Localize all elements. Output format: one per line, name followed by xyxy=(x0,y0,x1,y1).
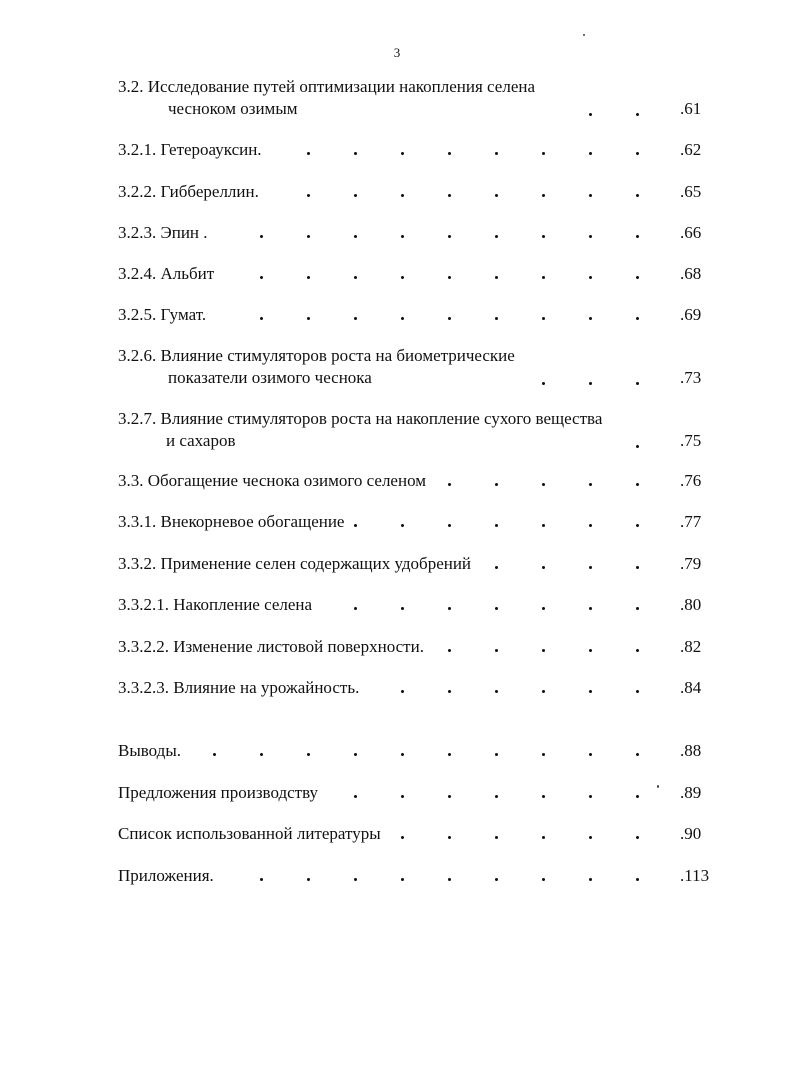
leader-dot xyxy=(448,524,451,527)
leader-dot xyxy=(636,317,639,320)
toc-page-number: .62 xyxy=(680,140,702,159)
leader-dot xyxy=(542,152,545,155)
leader-dot xyxy=(542,194,545,197)
leader-dot xyxy=(448,795,451,798)
leader-dot xyxy=(307,194,310,197)
leader-dot xyxy=(495,649,498,652)
leader-dot xyxy=(589,878,592,881)
leader-dot xyxy=(636,483,639,486)
leader-dot xyxy=(589,382,592,385)
leader-dot xyxy=(636,276,639,279)
leader-dot xyxy=(495,317,498,320)
toc-entry-title-cont: и сахаров xyxy=(166,431,236,450)
leader-dot xyxy=(354,152,357,155)
leader-dot xyxy=(589,483,592,486)
toc-page-number: .88 xyxy=(680,741,702,760)
leader-dot xyxy=(542,795,545,798)
toc-page-number: .90 xyxy=(680,824,702,843)
toc-entry-title: 3.3.2.2. Изменение листовой поверхности. xyxy=(118,637,424,656)
leader-dot xyxy=(589,566,592,569)
toc-entry-title-cont: показатели озимого чеснока xyxy=(168,368,372,387)
leader-dot xyxy=(260,878,263,881)
leader-dot xyxy=(354,795,357,798)
leader-dot xyxy=(636,607,639,610)
leader-dot xyxy=(448,276,451,279)
toc-entry-title: Выводы. xyxy=(118,741,182,760)
leader-dot xyxy=(448,235,451,238)
toc-entry-title: Список использованной литературы xyxy=(118,824,381,843)
toc-entry-title: 3.3.2.3. Влияние на урожайность. xyxy=(118,678,360,697)
leader-dot xyxy=(495,483,498,486)
toc-page-number: .89 xyxy=(680,783,702,802)
leader-dot xyxy=(589,276,592,279)
leader-dot xyxy=(307,317,310,320)
leader-dot xyxy=(542,524,545,527)
leader-dot xyxy=(401,152,404,155)
leader-dot xyxy=(589,113,592,116)
leader-dot xyxy=(495,276,498,279)
leader-dot xyxy=(636,795,639,798)
leader-dot xyxy=(448,649,451,652)
leader-dot xyxy=(636,878,639,881)
leader-dot xyxy=(495,524,498,527)
leader-dot xyxy=(495,235,498,238)
leader-dot xyxy=(401,836,404,839)
leader-dot xyxy=(589,235,592,238)
leader-dot xyxy=(495,753,498,756)
leader-dot xyxy=(401,795,404,798)
leader-dot xyxy=(636,382,639,385)
leader-dot xyxy=(401,235,404,238)
scan-speck xyxy=(657,785,659,788)
leader-dot xyxy=(589,317,592,320)
leader-dot xyxy=(636,649,639,652)
toc-entry xyxy=(118,408,602,452)
leader-dot xyxy=(542,235,545,238)
leader-dot xyxy=(401,753,404,756)
toc-entry-title: 3.3.2.1. Накопление селена xyxy=(118,595,313,614)
leader-dot xyxy=(354,753,357,756)
leader-dot xyxy=(401,276,404,279)
leader-dot xyxy=(636,445,639,448)
leader-dot xyxy=(636,566,639,569)
leader-dot xyxy=(354,276,357,279)
leader-dot xyxy=(307,276,310,279)
leader-dot xyxy=(307,753,310,756)
toc-entry-title: 3.2.5. Гумат. xyxy=(118,305,207,324)
leader-dot xyxy=(542,878,545,881)
toc-entry-title: 3.2.6. Влияние стимуляторов роста на биометрические xyxy=(118,346,515,365)
leader-dot xyxy=(636,753,639,756)
toc-entry-title-cont: чесноком озимым xyxy=(168,99,298,118)
leader-dot xyxy=(636,836,639,839)
leader-dot xyxy=(589,607,592,610)
leader-dot xyxy=(589,524,592,527)
toc-entry xyxy=(118,76,535,120)
leader-dot xyxy=(448,878,451,881)
toc-entry-title: 3.2. Исследование путей оптимизации накопления селена xyxy=(118,77,536,96)
toc-entry-title: Приложения. xyxy=(118,866,214,885)
leader-dot xyxy=(589,690,592,693)
leader-dot xyxy=(401,878,404,881)
toc-page-number: .84 xyxy=(680,678,702,697)
leader-dot xyxy=(589,194,592,197)
leader-dot xyxy=(542,317,545,320)
toc-entry xyxy=(118,636,424,658)
leader-dot xyxy=(542,276,545,279)
toc-entry xyxy=(118,222,208,244)
toc-entry-title: 3.2.2. Гиббереллин. xyxy=(118,182,259,201)
toc-entry xyxy=(118,677,359,699)
leader-dot xyxy=(448,152,451,155)
leader-dot xyxy=(354,524,357,527)
toc-page-number: .82 xyxy=(680,637,702,656)
leader-dot xyxy=(589,649,592,652)
toc-entry-title: Предложения производству xyxy=(118,783,319,802)
leader-dot xyxy=(401,194,404,197)
scan-speck xyxy=(583,34,585,36)
leader-dot xyxy=(636,113,639,116)
toc-entry xyxy=(118,553,471,575)
leader-dot xyxy=(636,194,639,197)
toc-entry xyxy=(118,511,344,533)
leader-dot xyxy=(401,690,404,693)
toc-entry-title: 3.3.1. Внекорневое обогащение xyxy=(118,512,345,531)
leader-dot xyxy=(260,276,263,279)
leader-dot xyxy=(448,607,451,610)
toc-page-number: .80 xyxy=(680,595,702,614)
toc-page-number: .76 xyxy=(680,471,702,490)
toc-entry xyxy=(118,139,262,161)
leader-dot xyxy=(260,753,263,756)
leader-dot xyxy=(495,690,498,693)
leader-dot xyxy=(636,524,639,527)
toc-entry-title: 3.3.2. Применение селен содержащих удобрений xyxy=(118,554,472,573)
leader-dot xyxy=(401,524,404,527)
toc-entry xyxy=(118,782,318,804)
page-number: 3 xyxy=(393,45,401,60)
leader-dot xyxy=(542,836,545,839)
leader-dot xyxy=(495,566,498,569)
toc-entry xyxy=(118,594,312,616)
leader-dot xyxy=(636,690,639,693)
leader-dot xyxy=(354,317,357,320)
leader-dot xyxy=(354,607,357,610)
leader-dot xyxy=(495,152,498,155)
leader-dot xyxy=(542,649,545,652)
toc-page-number: .77 xyxy=(680,512,702,531)
leader-dot xyxy=(401,607,404,610)
leader-dot xyxy=(542,607,545,610)
leader-dot xyxy=(542,566,545,569)
leader-dot xyxy=(448,836,451,839)
leader-dot xyxy=(495,194,498,197)
leader-dot xyxy=(542,690,545,693)
toc-entry-title: 3.2.3. Эпин . xyxy=(118,223,208,242)
leader-dot xyxy=(448,690,451,693)
toc-entry xyxy=(118,304,206,326)
toc-page-number: .75 xyxy=(680,431,702,450)
leader-dot xyxy=(589,753,592,756)
toc-page-number: .113 xyxy=(680,866,710,885)
leader-dot xyxy=(495,836,498,839)
toc-entry xyxy=(118,263,214,285)
leader-dot xyxy=(260,317,263,320)
leader-dot xyxy=(213,753,216,756)
toc-page-number: .73 xyxy=(680,368,702,387)
leader-dot xyxy=(636,152,639,155)
leader-dot xyxy=(401,317,404,320)
leader-dot xyxy=(307,152,310,155)
leader-dot xyxy=(589,152,592,155)
leader-dot xyxy=(589,795,592,798)
toc-page-number: .61 xyxy=(680,99,702,118)
toc-page-number: .65 xyxy=(680,182,702,201)
leader-dot xyxy=(448,317,451,320)
toc-entry xyxy=(118,865,214,887)
leader-dot xyxy=(495,607,498,610)
leader-dot xyxy=(636,235,639,238)
toc-entry xyxy=(118,823,381,845)
toc-entry xyxy=(118,470,426,492)
toc-entry xyxy=(118,181,259,203)
leader-dot xyxy=(260,235,263,238)
leader-dot xyxy=(448,753,451,756)
toc-entry xyxy=(118,740,181,762)
leader-dot xyxy=(495,795,498,798)
toc-page-number: .69 xyxy=(680,305,702,324)
toc-entry-title: 3.3. Обогащение чеснока озимого селеном xyxy=(118,471,427,490)
toc-page-number: .68 xyxy=(680,264,702,283)
leader-dot xyxy=(307,235,310,238)
leader-dot xyxy=(495,878,498,881)
toc-entry xyxy=(118,345,515,389)
leader-dot xyxy=(354,194,357,197)
leader-dot xyxy=(542,483,545,486)
toc-page-number: .66 xyxy=(680,223,702,242)
toc-entry-title: 3.2.4. Альбит xyxy=(118,264,215,283)
toc-entry-title: 3.2.1. Гетероауксин. xyxy=(118,140,262,159)
leader-dot xyxy=(354,878,357,881)
leader-dot xyxy=(448,483,451,486)
leader-dot xyxy=(589,836,592,839)
leader-dot xyxy=(542,753,545,756)
toc-entry-title: 3.2.7. Влияние стимуляторов роста на накопление сухого вещества xyxy=(118,409,603,428)
leader-dot xyxy=(307,878,310,881)
toc-page-number: .79 xyxy=(680,554,702,573)
leader-dot xyxy=(542,382,545,385)
leader-dot xyxy=(354,235,357,238)
leader-dot xyxy=(448,194,451,197)
